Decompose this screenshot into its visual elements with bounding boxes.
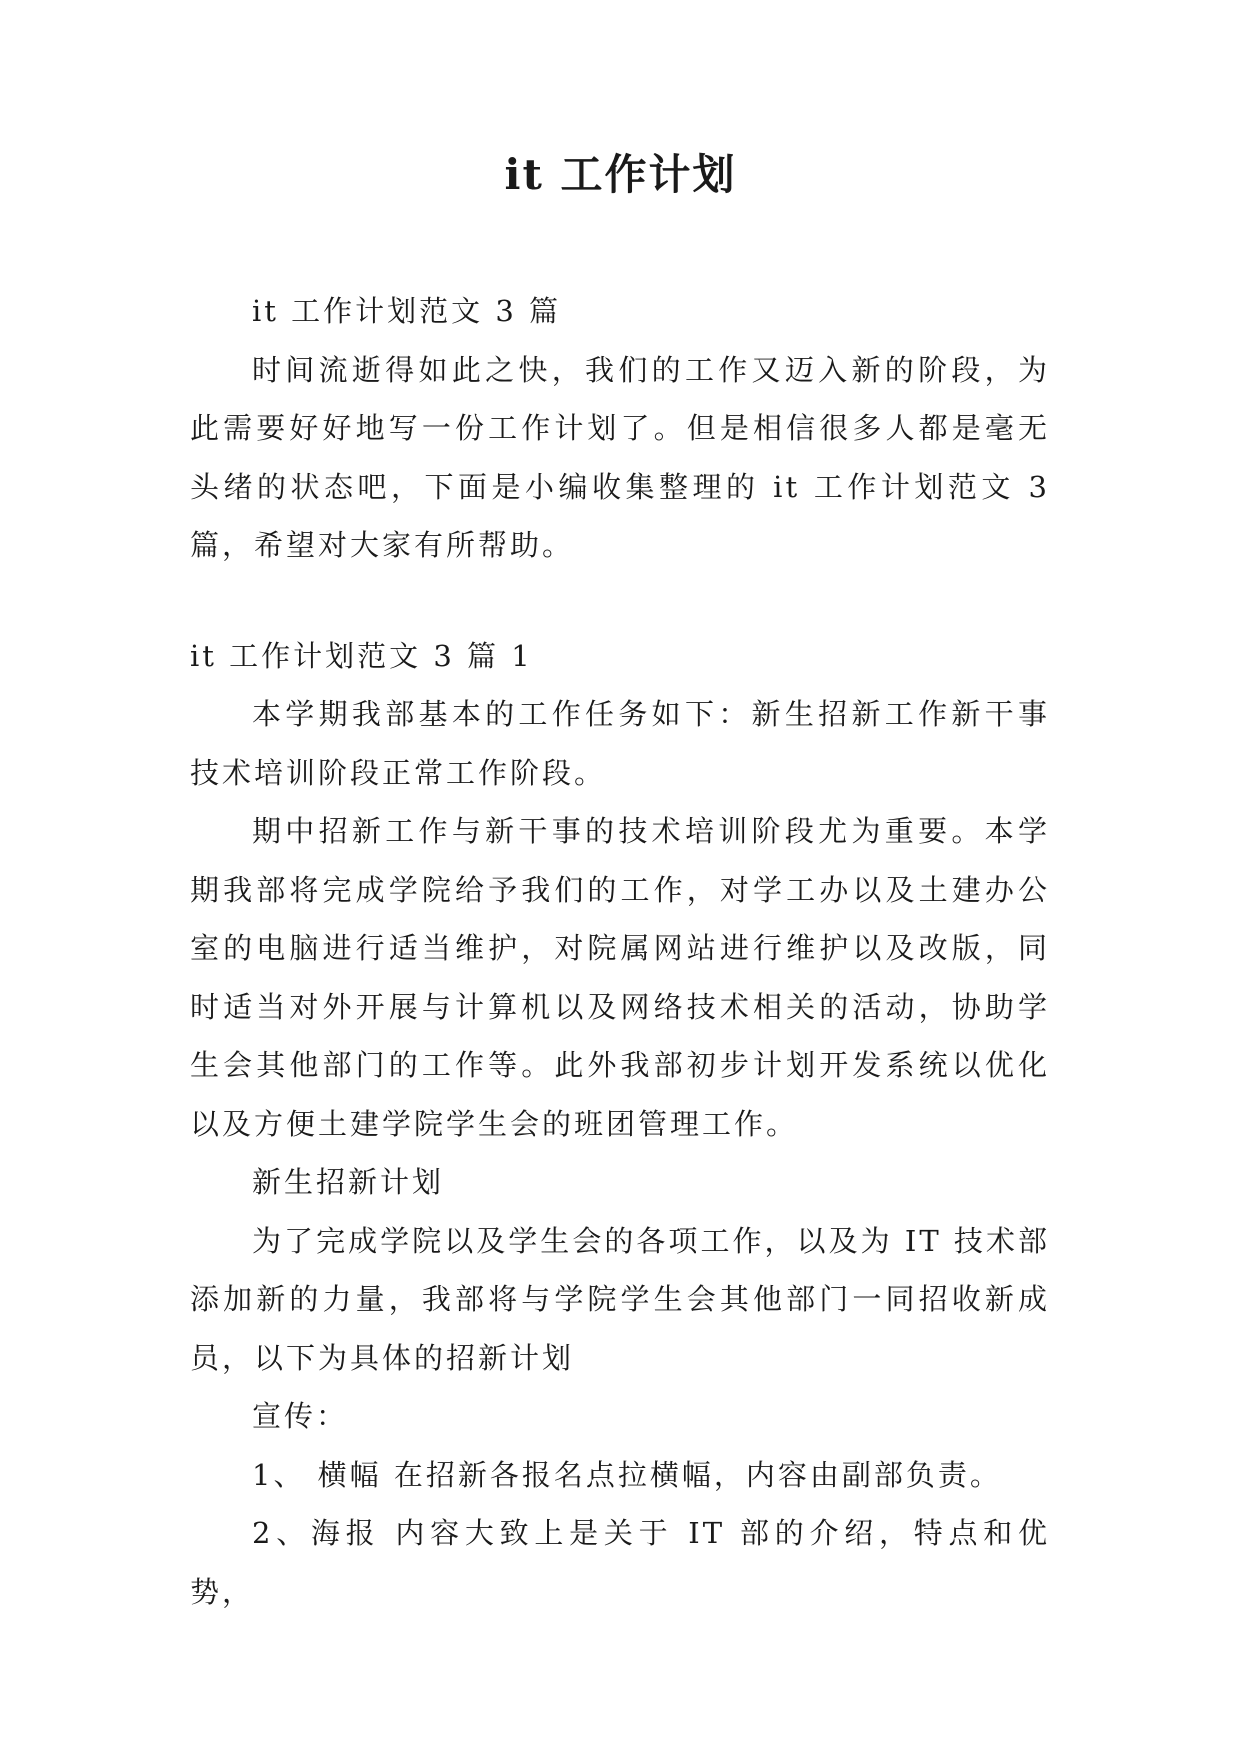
section-heading: it 工作计划范文 3 篇 1 [190, 638, 533, 673]
intro-heading: it 工作计划范文 3 篇 [252, 294, 562, 328]
body-paragraph: 本学期我部基本的工作任务如下：新生招新工作新干事技术培训阶段正常工作阶段。 [190, 697, 1050, 790]
body-paragraph: 为了完成学院以及学生会的各项工作，以及为 IT 技术部添加新的力量，我部将与学院学生会其他部门一同招收新成员，以下为具体的招新计划 [190, 1223, 1050, 1375]
list-item: 2、海报 内容大致上是关于 IT 部的介绍，特点和优势， [190, 1516, 1050, 1609]
subheading: 新生招新计划 [252, 1165, 445, 1199]
body-paragraph: 期中招新工作与新干事的技术培训阶段尤为重要。本学期我部将完成学院给予我们的工作，对学工办以及土建办公室的电脑进行适当维护，对院属网站进行维护以及改版，同时适当对外开展与计算机以及网络技术相关的活动，协助学生会其他部门的工作等。此外我部初步计划开发系统以优化以及方便土建学院学生会的班团管理工作。 [190, 814, 1050, 1141]
intro-paragraph: 时间流逝得如此之快，我们的工作又迈入新的阶段，为此需要好好地写一份工作计划了。但是相信很多人都是毫无头绪的状态吧，下面是小编收集整理的 it 工作计划范文 3 篇，希望对大家有所帮助。 [190, 352, 1050, 562]
list-label: 宣传： [252, 1399, 349, 1433]
document-title: it 工作计划 [504, 150, 737, 199]
list-item: 1、 横幅 在招新各报名点拉横幅，内容由副部负责。 [252, 1457, 1002, 1492]
document-body [190, 282, 1050, 1621]
